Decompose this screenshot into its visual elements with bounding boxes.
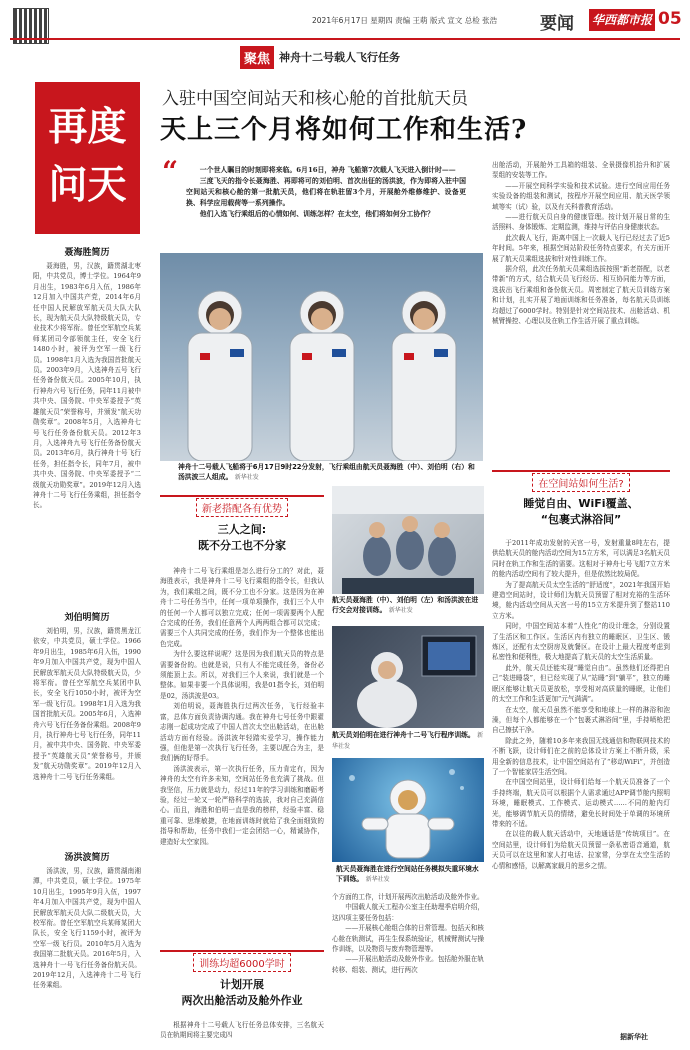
photo-caption-text: 航天员聂海胜在进行空间站任务模拟失重环境水下训练。 xyxy=(336,865,479,883)
side-title-box xyxy=(35,82,140,234)
section-tag: 新老搭配各有优势 xyxy=(196,498,288,517)
body-paragraph: 除此之外，随着10多年来我国无线通信和物联网技术的不断飞跃，设计师们在之前的总体设计方案上不断升级，采用全新的信息技术，让中国空间站有了“移动WiFi”，并创造了一个智能家居生活空间。 xyxy=(492,736,670,776)
photo-caption xyxy=(332,730,484,752)
body-paragraph: 同时，中国空间站本着“人性化”的设计理念，分别设置了生活区和工作区。生活区内有独立的睡眠区、卫生区、锻炼区，还配有太空厨房及就餐区。在设计上最大程度考虑到私密性和便利性，极大地提高了航天员的太空生活质量。 xyxy=(492,622,670,662)
side-title-line: 问天 xyxy=(48,162,127,208)
body-paragraph: 此次载人飞行，距离中国上一次载人飞行已经过去了近5年时间。5年来，根据空间站阶段任务特点要求，有关方面开展了航天员乘组选拔和针对性训练工作。 xyxy=(492,233,670,263)
header-rule xyxy=(10,38,680,40)
main-photo-caption xyxy=(178,462,480,488)
training-photo-1 xyxy=(332,486,484,594)
topic-banner xyxy=(240,44,400,70)
body-paragraph: 中国载人航天工程办公室主任助理季启明介绍，这四项主要任务包括： xyxy=(332,903,484,922)
lead-paragraphs xyxy=(186,165,466,247)
body-paragraph: 根据神舟十二号载人飞行任务总体安排，三名航天员在轨期间将主要完成四 xyxy=(160,1021,324,1040)
astronauts-illustration xyxy=(160,253,483,461)
section-header-2 xyxy=(160,950,324,1022)
body-paragraph: ——开展出舱活动及舱外作业。包括舱外服在轨转移、组装、测试，进行两次 xyxy=(332,955,484,974)
body-paragraph: 在太空，航天员虽然不能享受和地球上一样的淋浴和泡澡，但每个人都能够在一个“包裹式淋浴间”里，手持喷枪把自己擦拭干净。 xyxy=(492,705,670,735)
column-4-text xyxy=(492,160,670,466)
bio-heading: 聂海胜简历 xyxy=(64,248,110,258)
body-paragraph: 刘伯明说，聂海胜执行过两次任务，飞行经验丰富，总体方面负责协调沟通。我在神舟七号任务中跟翟志刚一起成功完成了中国人首次太空出舱活动，在出舱活动方面有经验。汤洪波年轻踏实爱学习，操作能力强，但他是第一次执行飞行任务，主要以配合为主，是我们俩的好帮手。 xyxy=(160,702,324,763)
body-paragraph: 汤洪波表示，第一次执行任务，压力肯定有，因为神舟的太空有许多未知，空间站任务也充满了挑战。但我坚信，压力就是动力，经过11年的学习训练和磨砺考验，经过一轮又一轮严格科学的选拔，我对自己充满信心。而且，海胜和伯明一直是我的榜样，经验丰富、稳重可靠、思维敏捷，在地面训练时就给了我全面细致的指导和帮助，任务中我们一定会团结一心，精诚协作，建造好太空家园。 xyxy=(160,764,324,846)
main-astronaut-photo xyxy=(160,253,483,461)
section-tag: 在空间站如何生活? xyxy=(532,473,629,492)
bio-text: 汤洪波，男，汉族，籍贯湖南湘潭，中共党员，硕士学位。1975年10月出生，1995年9月入伍，1997年4月加入中国共产党，现为中国人民解放军航天员大队二级航天员，大校军衔。曾任空军航空兵某师某团大队长，安全飞行1159小时，被评为空军一级飞行员。2010年5月入选为我国第二批航天员。2016年5月，入选神舟十一号飞行任务备份航天员。2019年12月，入选神舟十二号飞行任务乘组。 xyxy=(33,867,141,990)
underwater-illustration xyxy=(332,758,484,862)
lead-paragraph: 他们入选飞行乘组后的心情如何、训练怎样？在太空，他们将如何分工协作？ xyxy=(199,210,435,218)
photo-caption-text: 航天员聂海胜（中）、刘伯明（左）和汤洪波在进行交会对接训练。 xyxy=(332,596,479,614)
body-paragraph: 出舱活动，开展舱外工具箱的组装、全景摄像机抬升和扩展泵组的安装等工作。 xyxy=(492,161,670,180)
topic-title: 神舟十二号载人飞行任务 xyxy=(279,51,401,64)
header-date-line: 2021年6月17日 星期四 责编 王萌 版式 宣文 总检 张浩 xyxy=(312,16,498,25)
bio-heading: 刘伯明简历 xyxy=(64,613,110,623)
headline-main: 天上三个月将如何工作和生活? xyxy=(160,115,528,145)
bio-heading: 汤洪波简历 xyxy=(64,853,110,863)
body-paragraph: 据介绍，此次任务航天员乘组选拔按照“新老搭配，以老带新”的方式，结合航天员飞行经历、相互协同能力等方面，选拔出飞行乘组和备份航天员。周密制定了航天员训练方案和计划，扎实开展了地面训练和任务准备，每名航天员训练均超过了6000学时。特别是针对空间站技术、出舱活动、机械臂操控、心理以及在轨工作生活开展了重点训练。 xyxy=(492,265,670,326)
photo-caption xyxy=(336,864,484,888)
quote-mark: “ xyxy=(162,155,179,188)
section-header-1 xyxy=(160,495,324,561)
training-photo-3 xyxy=(332,758,484,862)
article-credit: 据新华社 xyxy=(620,1033,648,1041)
cockpit-illustration xyxy=(332,626,484,728)
column-2-text xyxy=(160,566,324,944)
body-paragraph: 于2011年成功发射的天宫一号，发射重量8吨左右，提供给航天员的舱内活动空间为15立方米，可以满足3名航天员同时在轨工作和生活的需要。这相对于神舟七号飞船7立方米的舱内活动空间有了较大提升，但是依然比较局促。 xyxy=(492,539,670,579)
page-number: 05 xyxy=(658,9,682,29)
photo-source: 新华社发 xyxy=(234,474,259,481)
photo-caption xyxy=(332,595,484,625)
main-photo-caption-text: 神舟十二号载人飞船将于6月17日9时22分发射，飞行乘组由航天员聂海胜（中）、刘伯明（右）和汤洪波三人组成。 xyxy=(178,463,475,481)
photo-caption-text: 航天员刘伯明在进行神舟十二号飞行程序训练。 xyxy=(332,731,475,739)
topic-tag: 聚焦 xyxy=(240,46,274,69)
section-title-line: 两次出舱活动及舱外作业 xyxy=(181,994,303,1007)
bio-column xyxy=(33,243,141,1048)
column-4-bottom-text xyxy=(492,538,670,1030)
bio-text: 聂海胜，男，汉族，籍贯湖北枣阳，中共党员，博士学位。1964年9月出生，1983年6月入伍，1986年12月加入中国共产党，2014年6月任中国人民解放军航天员大队大队长，现为航天员大队特级航天员，专业技术少将军衔。曾任空军航空兵某师某团司令部领航主任，安全飞行1480小时，被评为空军一级飞行员。1998年1月入选为我国首批航天员。2003年9月，入选神舟五号飞行任务备份航天员。2005年10月，执行神舟六号飞行任务，同年11月被中共中央、国务院、中央军委授予“英雄航天员”荣誉称号，并颁发“航天功勋奖章”。2008年5月，入选神舟七号飞行任务备份航天员。2012年3月，入选神舟九号飞行任务备份航天员。2013年6月，执行神舟十号飞行任务，担任指令长，同年7月，被中共中央、国务院、中央军委授予“二级航天功勋奖章”。2019年12月入选神舟十二号飞行任务乘组，担任指令长。 xyxy=(33,262,141,510)
body-paragraph: 此外，航天员还能实现“睡觉自由”。虽然他们还得把自己“装进睡袋”，但已经实现了从“站睡”到“躺平”，独立的睡眠区能够让航天员更放松，享受相对高质量的睡眠，让他们的太空工作和生活更加“元气满满”。 xyxy=(492,663,670,704)
bio-text: 刘伯明，男，汉族，籍贯黑龙江依安，中共党员，硕士学位。1966年9月出生，1985年6月入伍，1990年9月加入中国共产党，现为中国人民解放军航天员大队特级航天员，少将军衔。曾任空军航空兵某团中队长，安全飞行1050小时，被评为空军一级飞行员。1998年1月入选为我国首批航天员。2005年6月，入选神舟六号飞行任务备份乘组。2008年9月，执行神舟七号飞行任务，同年11月，被中共中央、国务院、中央军委授予“英雄航天员”荣誉称号，并颁发“航天功勋奖章”。2019年12月入选神舟十二号飞行任务乘组。 xyxy=(33,627,141,781)
section-title-line: “包裹式淋浴间” xyxy=(540,513,622,526)
photo-source: 新华社发 xyxy=(365,876,390,883)
training-photo-2 xyxy=(332,626,484,728)
body-paragraph: 神舟十二号飞行乘组是怎么进行分工的？对此，聂海胜表示，我是神舟十二号飞行乘组的指令长，但我认为，我们乘组之间，既不分工也不分家。这是因为在神舟十二号任务当中，任何一项单项操作，我们三个人中的任何一个人都可以独立完成；任何一项需要两个人配合完成的任务，我们任意两个人两两组合都可以完成；需要三个人共同完成的任务，我们作为一个整体也能出色完成。 xyxy=(160,567,324,648)
paper-logo xyxy=(589,9,655,31)
section-title-line: 三人之间: xyxy=(217,523,267,536)
body-paragraph: ——开展空间科学实验和技术试验。进行空间应用任务实验设备的组装和测试，按程序开展空间应用、航天医学领域等实（试）验，以及有关科普教育活动。 xyxy=(492,181,670,211)
section-title-line: 计划开展 xyxy=(220,978,264,991)
body-paragraph: ——进行航天员自身的健康管理。按计划开展日常的生活照料、身体锻炼、定期监测，维持与评估自身健康状态。 xyxy=(492,213,670,232)
section-title-line: 睡觉自由、WiFi覆盖、 xyxy=(523,497,639,510)
photo-source: 新华社发 xyxy=(332,732,484,750)
body-paragraph: 个方面的工作，计划开展两次出舱活动及舱外作业。 xyxy=(332,893,484,901)
lead-paragraph: 一个世人瞩目的时刻即将来临。6月16日，神舟 飞船第7次载人飞天进入倒计时—— xyxy=(199,166,456,174)
photo-source: 新华社发 xyxy=(388,607,413,614)
section-header-3 xyxy=(492,470,670,530)
body-paragraph: 在以往的载人航天活动中，天地通话是“传统项目”。在空间站里，设计师们为给航天员预留一条私密语音通道，航天员可以在这里和家人打电话、拉家常，分享在太空生活的心情和感悟，以解离家载月的思乡之情。 xyxy=(492,830,670,870)
side-title-line: 再度 xyxy=(48,104,127,150)
lead-paragraph: 三度飞天的指令长聂海胜、再即将可的刘伯明、首次出征的汤洪波，作为即将入驻中国空间站天和核心舱的第一批航天员，他们将在轨驻留3个月，开展舱外维修维护、设备更换、科学应用载荷等一系列操作。 xyxy=(186,177,466,207)
section-name: 要闻 xyxy=(540,14,574,34)
body-paragraph: 在中国空间站里，设计师们给每一个航天员准备了一个手持终端，航天员可以根据个人需求通过APP调节舱内照明环境，睡眠模式、工作模式、运动模式……不同的舱内灯光，能够调节航天员的情绪，避免长时间处于单调的环境所带来的不适。 xyxy=(492,778,670,828)
column-3-bottom-text xyxy=(332,892,484,1046)
body-paragraph: 为什么要这样说呢？这是因为我们航天员的特点是需要备份的。也就是说，只有人不能完成任务，备份必须能顶上去。所以，对我们三个人来说，我们就是一个整体。如果非要一个具体说明，我是01指令长，刘伯明是02，汤洪波是03。 xyxy=(160,650,324,700)
section-title-line: 既不分工也不分家 xyxy=(198,539,286,552)
section-tag: 训练均超6000学时 xyxy=(193,953,290,972)
body-paragraph: ——开展核心舱组合体的日常管理。包括天和核心舱在轨测试，再生生保系统验证，机械臂测试与操作训练，以及物资与废弃物管理等。 xyxy=(332,924,484,954)
training-illustration xyxy=(332,486,484,594)
headline-kicker: 入驻中国空间站天和核心舱的首批航天员 xyxy=(162,89,468,109)
paper-name: 华西都市报 xyxy=(591,13,652,27)
column-2-bottom-text xyxy=(160,1020,324,1046)
body-paragraph: 为了提高航天员太空生活的“舒适度”，2021年我国开始建造空间站时，设计师们为航天员预留了相对充裕的生活环境，舱内活动空间从天宫一号的15立方米提升到了整站110立方米。 xyxy=(492,580,670,620)
